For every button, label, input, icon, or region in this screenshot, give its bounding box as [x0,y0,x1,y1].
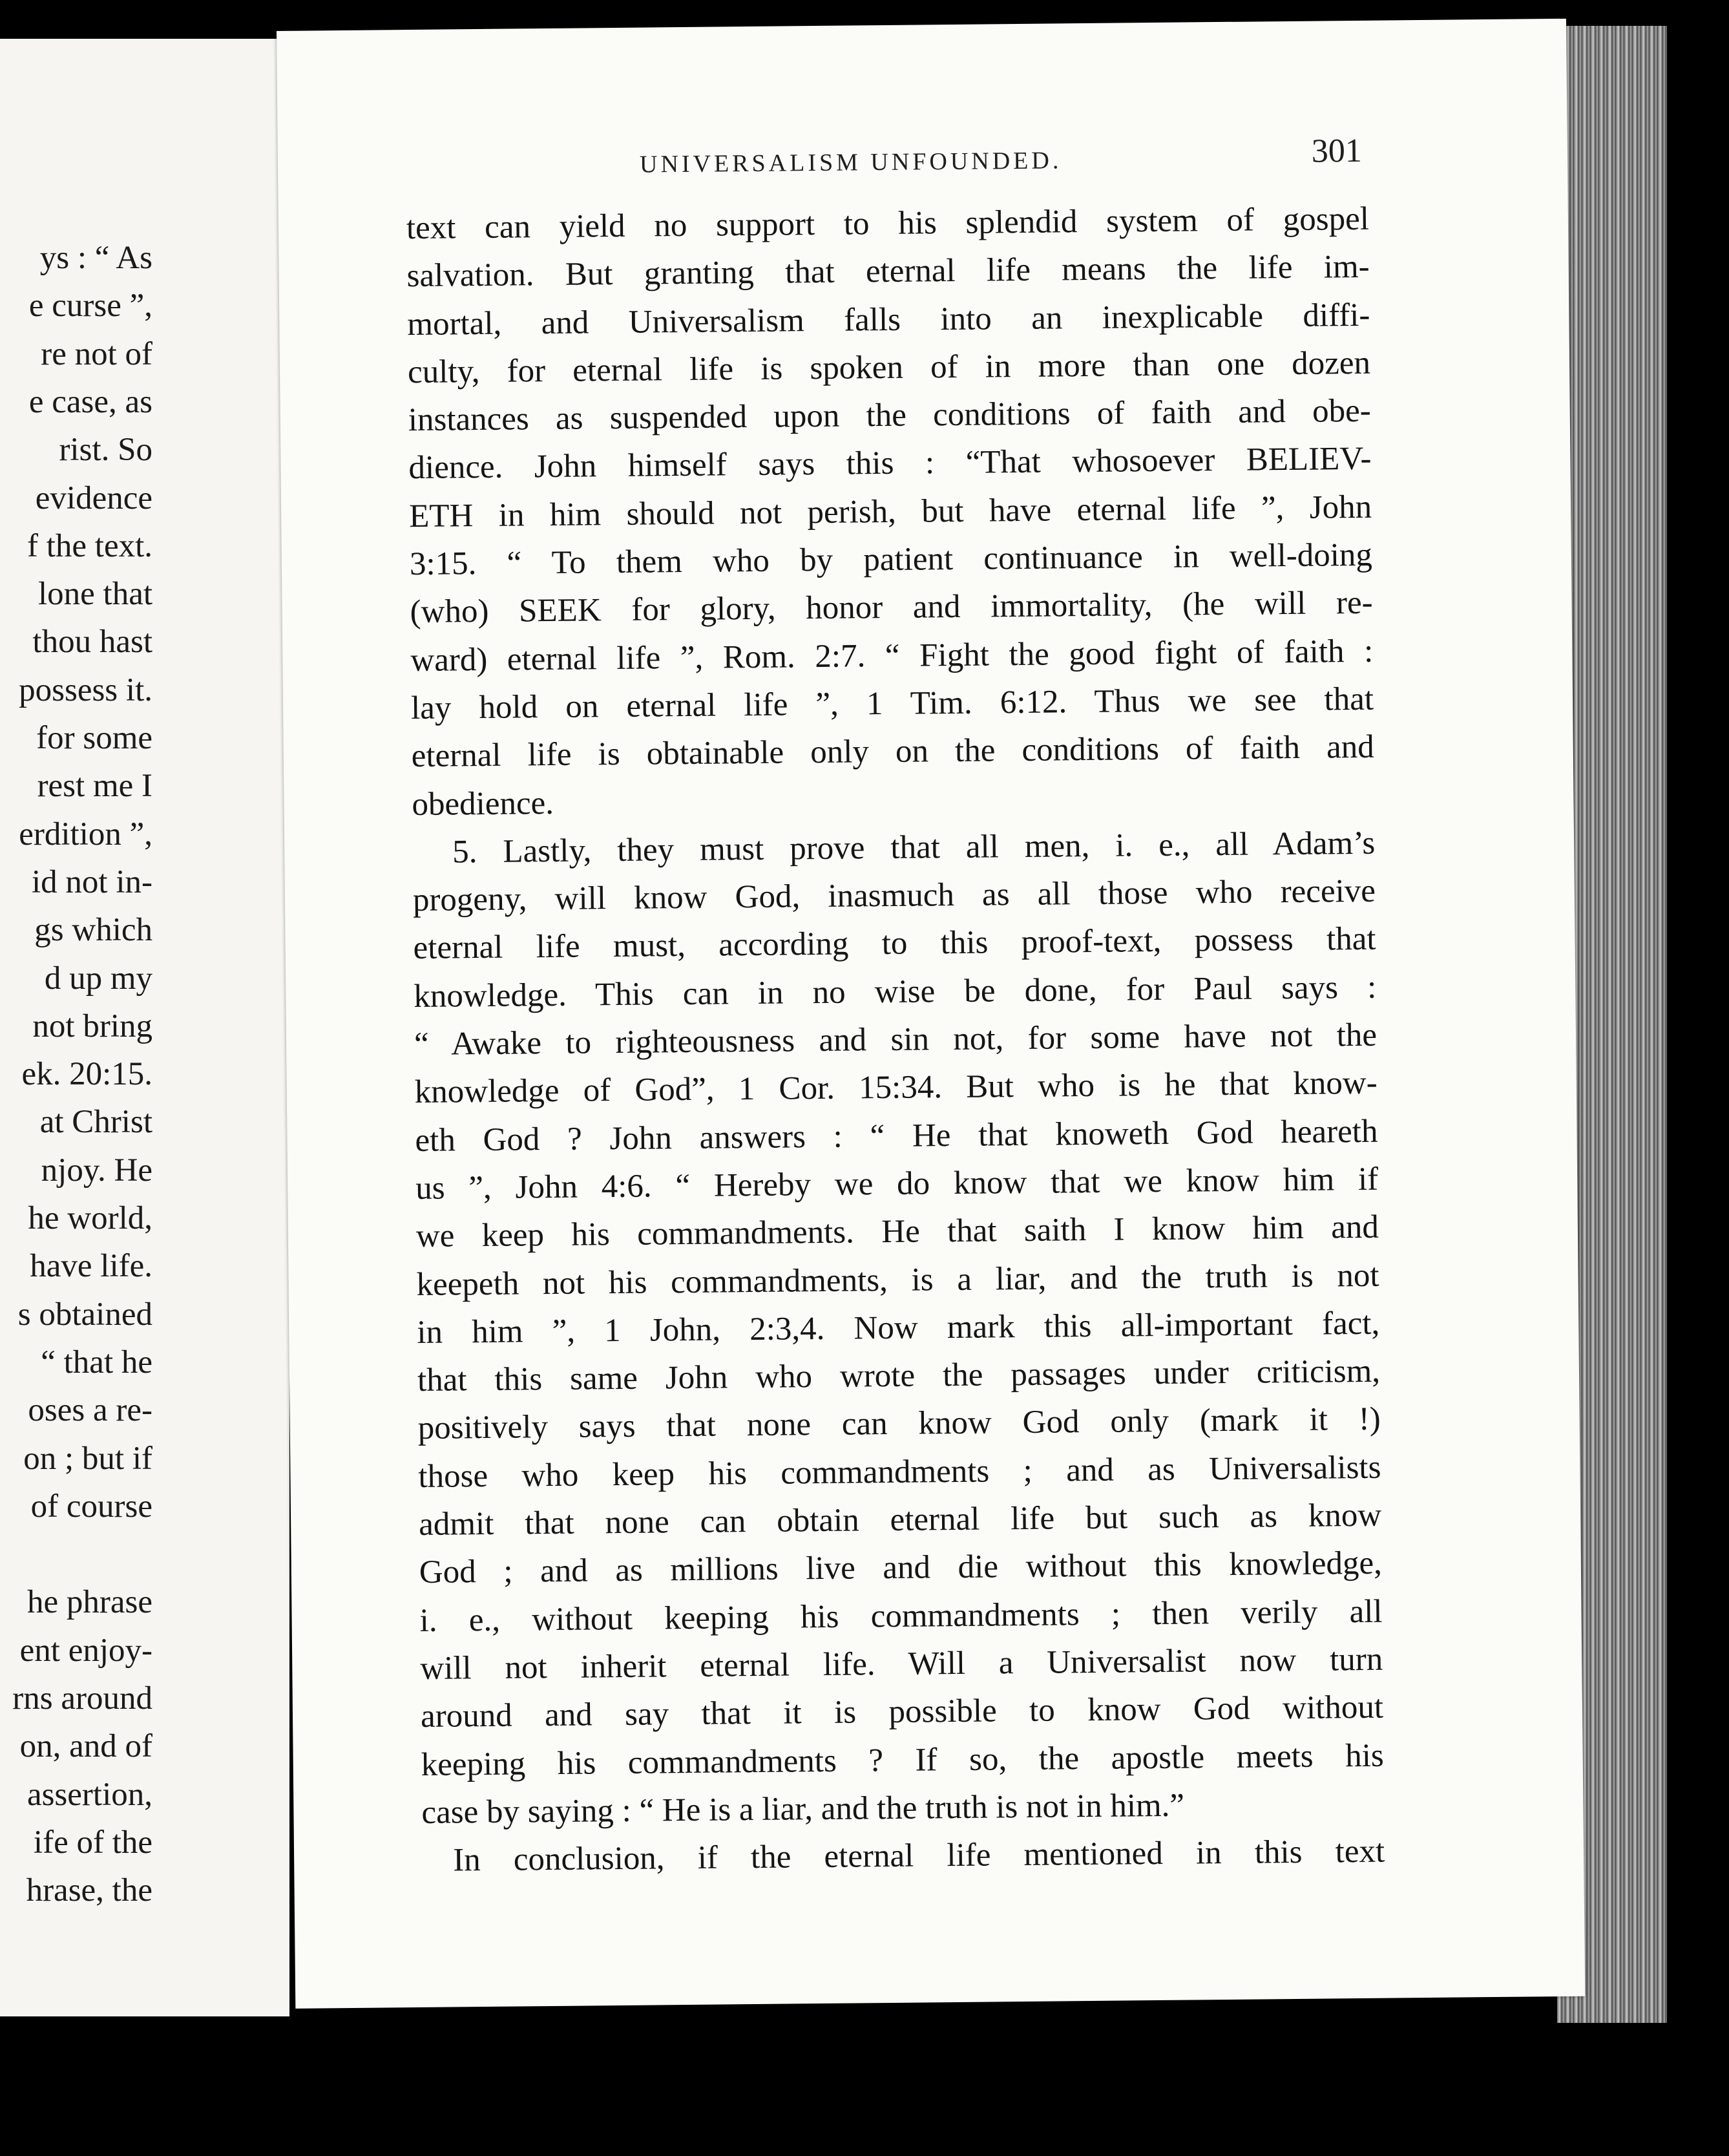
previous-page-line: re not of [41,335,152,372]
previous-page-line: lone that [37,576,152,613]
previous-page-line: assertion, [26,1776,152,1813]
body-line: lay hold on eternal life ”, 1 Tim. 6:12. Thus we see that [410,681,1374,727]
body-line: case by saying : “ He is a liar, and the truth is not in him.” [421,1787,1185,1831]
body-line: we keep his commandments. He that saith I know him and [415,1209,1379,1255]
previous-page-line: njoy. He [41,1152,152,1189]
previous-page-line: e curse ”, [28,288,152,324]
body-line: eth God ? John answers : “ He that knoweth God heareth [415,1113,1378,1159]
previous-page-fragment [0,39,289,2016]
previous-page-line: not bring [32,1008,152,1044]
body-line: admit that none can obtain eternal life but such as know [418,1497,1382,1543]
body-line: 3:15. “ To them who by patient continuance in well-doing [409,536,1373,583]
body-line: will not inherit eternal life. Will a Universalist now turn [420,1641,1383,1687]
previous-page-line: id not in- [32,863,152,900]
previous-page-line: d up my [44,960,152,997]
previous-page-line: rns around [12,1680,152,1717]
previous-page-line: erdition ”, [19,816,152,852]
previous-page-line: on, and of [19,1728,152,1765]
body-line: progeny, will know God, inasmuch as all those who receive [412,872,1376,919]
body-line: culty, for eternal life is spoken of in more than one dozen [407,344,1371,390]
body-line: obedience. [412,785,554,823]
body-line: i. e., without keeping his commandments ; then verily all [419,1593,1383,1639]
previous-page-line: hrase, the [26,1872,152,1909]
page-number: 301 [1311,132,1363,170]
previous-page-line: he phrase [27,1584,152,1621]
previous-page-line: rist. So [59,432,152,469]
previous-page-line: evidence [35,480,152,516]
page-301 [277,19,1585,2009]
previous-page-line: for some [36,720,152,756]
running-head: UNIVERSALISM UNFOUNDED. [639,147,1062,178]
body-line: text can yield no support to his splendid system of gospel [406,200,1370,247]
body-line: in him ”, 1 John, 2:3,4. Now mark this all-important fact, [417,1305,1380,1351]
previous-page-line: oses a re- [28,1392,152,1429]
previous-page-line: e case, as [28,383,152,420]
previous-page-line: on ; but if [23,1440,152,1477]
body-line: knowledge of God”, 1 Cor. 15:34. But who is he that know- [414,1065,1378,1111]
previous-page-line: ent enjoy- [19,1632,152,1669]
previous-page-line: at Christ [39,1104,152,1141]
body-line: mortal, and Universalism falls into an inexplicable diffi- [407,297,1370,343]
previous-page-line: ys : “ As [39,240,152,276]
previous-page-line: have life. [30,1248,152,1285]
body-line: positively says that none can know God only (mark it !) [417,1401,1381,1447]
body-line: salvation. But granting that eternal life means the life im- [406,249,1370,295]
body-line: ward) eternal life ”, Rom. 2:7. “ Fight the good fight of faith : [410,633,1374,679]
body-line: eternal life is obtainable only on the conditions of faith and [411,729,1374,775]
body-line: that this same John who wrote the passages under criticism, [417,1353,1381,1399]
previous-page-text [0,39,289,2016]
previous-page-line: he world, [28,1200,152,1236]
body-line: keeping his commandments ? If so, the apostle meets his [421,1737,1384,1783]
previous-page-line: possess it. [19,671,152,708]
previous-page-line: rest me I [37,768,152,805]
body-line: eternal life must, according to this proof-text, possess that [413,921,1376,967]
previous-page-line: “ that he [41,1344,152,1380]
body-line: In conclusion, if the eternal life mentioned in this text [452,1833,1385,1879]
body-line: “ Awake to righteousness and sin not, for some have not the [414,1017,1378,1063]
previous-page-line: thou hast [32,624,152,661]
body-text [406,195,1385,1885]
body-line: us ”, John 4:6. “ Hereby we do know that we know him if [415,1161,1379,1207]
body-line: keepeth not his commandments, is a liar, and the truth is not [416,1257,1379,1303]
previous-page-line: ek. 20:15. [21,1056,152,1093]
body-line: ETH in him should not perish, but have eternal life ”, John [408,489,1372,534]
previous-page-line: gs which [34,912,152,949]
previous-page-line: s obtained [17,1296,152,1333]
previous-page-line: of course [30,1488,152,1525]
body-line: around and say that it is possible to know God without [420,1689,1384,1735]
body-line: those who keep his commandments ; and as Universalists [418,1449,1381,1495]
previous-page-line: f the text. [26,527,152,564]
previous-page-line: ife of the [33,1824,152,1861]
body-line: 5. Lastly, they must prove that all men, i. e., all Adam’s [452,825,1376,871]
body-line: knowledge. This can in no wise be done, for Paul says : [414,969,1377,1015]
body-line: (who) SEEK for glory, honor and immortality, (he will re- [410,585,1373,631]
body-line: God ; and as millions live and die without this knowledge, [419,1545,1383,1591]
body-line: dience. John himself says this : “That whosoever BELIEV- [408,441,1372,487]
body-line: instances as suspended upon the conditions of faith and obe- [408,392,1371,439]
